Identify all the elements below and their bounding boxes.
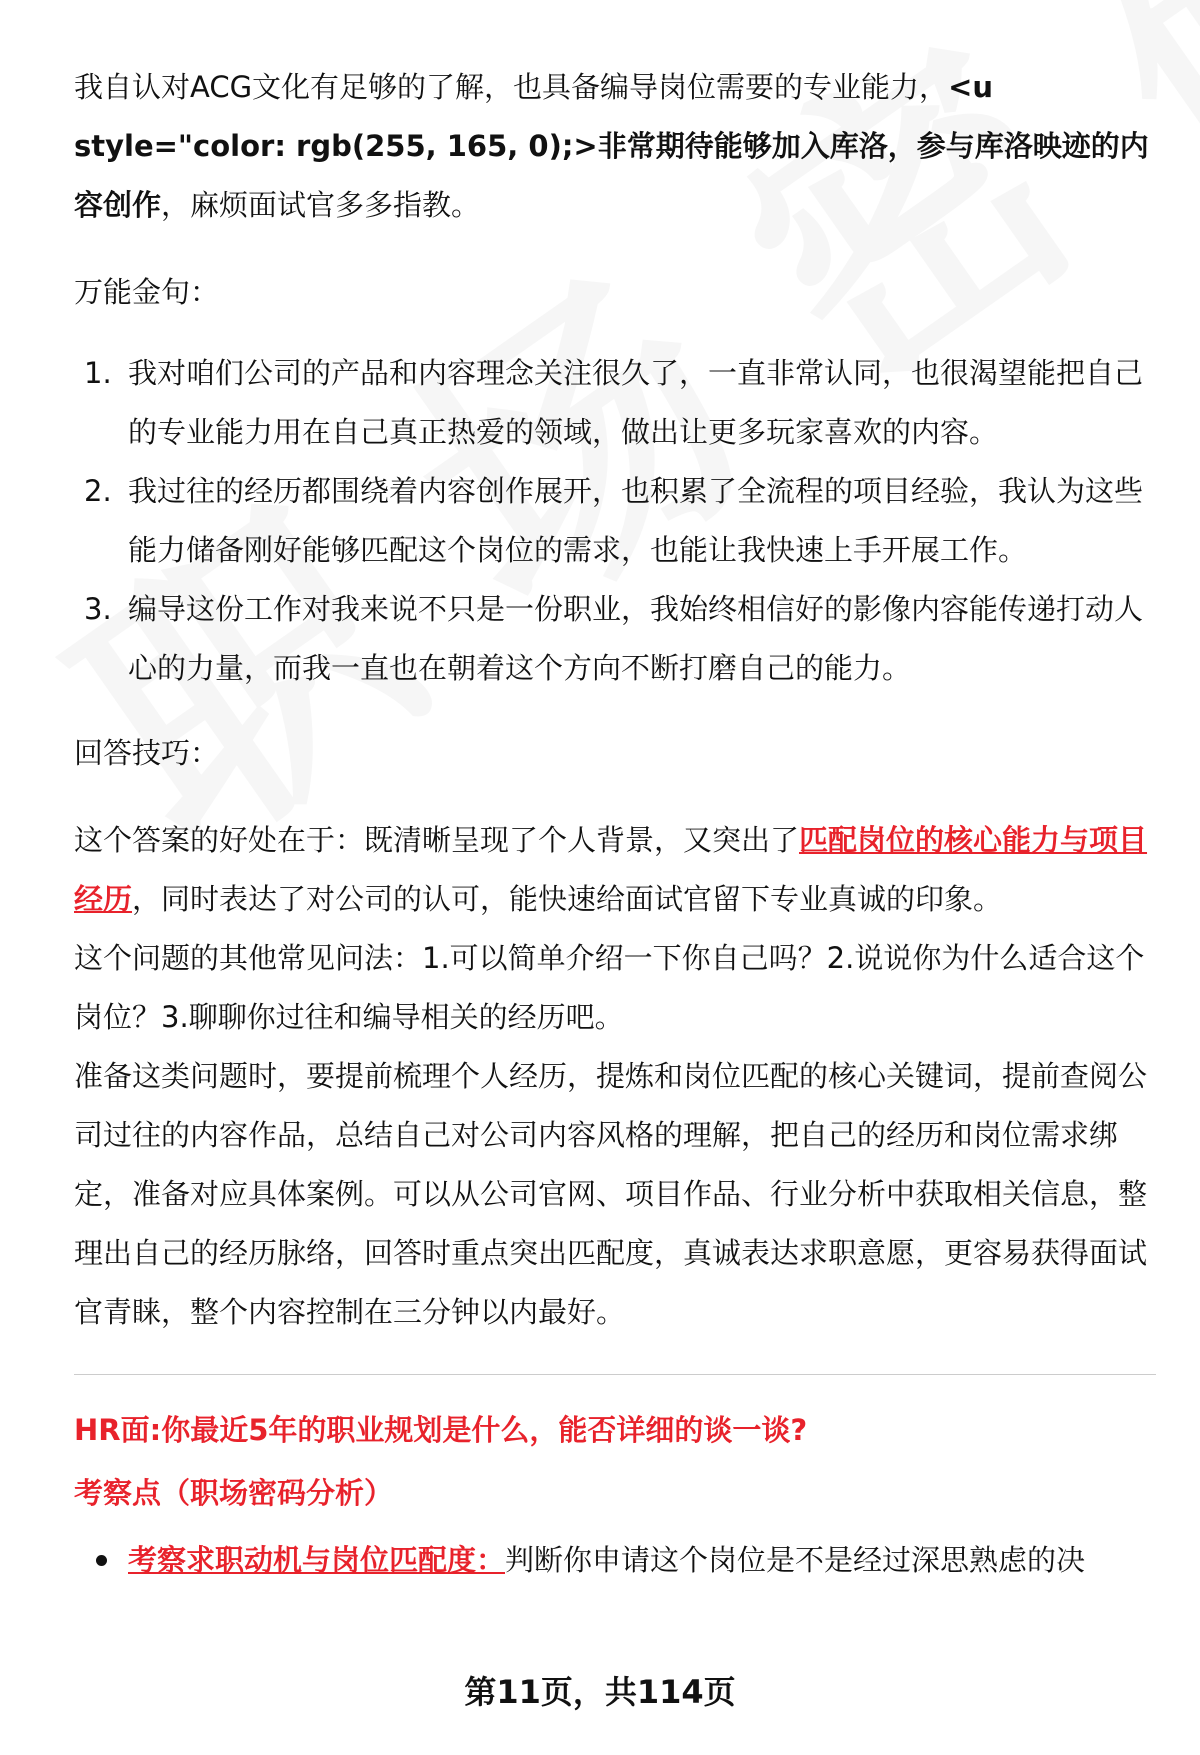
- list-item: [74, 580, 1154, 698]
- tips-title: 回答技巧：: [74, 736, 220, 770]
- bullet-text: 判断你申请这个岗位是不是经过深思熟虑的决: [505, 1543, 1086, 1577]
- bullet-item: [74, 1531, 1154, 1590]
- hr-question-heading: HR面:你最近5年的职业规划是什么，能否详细的谈一谈?: [74, 1413, 808, 1447]
- intro-bold: <u style="color: rgb(255, 165, 0);>非常期待能够加入库洛，参与库洛映迹的内容创作: [74, 70, 1149, 222]
- list-text: 我对咱们公司的产品和内容理念关注很久了，一直非常认同，也很渴望能把自己的专业能力用在自己真正热爱的领域，做出让更多玩家喜欢的内容。: [128, 356, 1144, 449]
- exam-points-heading: 考察点（职场密码分析）: [74, 1476, 394, 1510]
- intro-paragraph: [74, 58, 1154, 235]
- intro-lead: 我自认对ACG文化有足够的了解，也具备编导岗位需要的专业能力，: [74, 70, 949, 104]
- list-item: [74, 462, 1154, 580]
- section-divider: [74, 1374, 1156, 1375]
- list-text: 编导这份工作对我来说不只是一份职业，我始终相信好的影像内容能传递打动人心的力量，而我一直也在朝着这个方向不断打磨自己的能力。: [128, 592, 1144, 685]
- intro-tail: ，麻烦面试官多多指教。: [161, 188, 481, 222]
- tips-paragraph-1: [74, 811, 1154, 929]
- list-item: [74, 344, 1154, 462]
- list-number: 3.: [84, 592, 112, 626]
- golden-title: 万能金句：: [74, 275, 220, 309]
- document-page: [74, 58, 1154, 1590]
- bullet-label: 考察求职动机与岗位匹配度：: [128, 1543, 506, 1577]
- tips-lead: 这个答案的好处在于：既清晰呈现了个人背景，又突出了: [74, 823, 800, 857]
- tips-paragraph-2: 这个问题的其他常见问法：1.可以简单介绍一下你自己吗？2.说说你为什么适合这个岗位？3.聊聊你过往和编导相关的经历吧。: [74, 941, 1145, 1034]
- page-footer: 第11页，共114页: [464, 1673, 736, 1711]
- list-text: 我过往的经历都围绕着内容创作展开，也积累了全流程的项目经验，我认为这些能力储备刚好能够匹配这个岗位的需求，也能让我快速上手开展工作。: [128, 474, 1144, 567]
- bullet-dot-icon: [96, 1555, 107, 1566]
- list-number: 2.: [84, 474, 112, 508]
- golden-list: [74, 344, 1154, 698]
- tips-tail: ，同时表达了对公司的认可，能快速给面试官留下专业真诚的印象。: [132, 882, 1003, 916]
- tips-paragraph-3: 准备这类问题时，要提前梳理个人经历，提炼和岗位匹配的核心关键词，提前查阅公司过往的内容作品，总结自己对公司内容风格的理解，把自己的经历和岗位需求绑定，准备对应具体案例。可以从公司官网、项目作品、行业分析中获取相关信息，整理出自己的经历脉络，回答时重点突出匹配度，真诚表达求职意愿，更容易获得面试官青睐，整个内容控制在三分钟以内最好。: [74, 1059, 1148, 1329]
- exam-points-list: [74, 1531, 1154, 1590]
- list-number: 1.: [84, 356, 112, 390]
- tips-highlight: 匹配岗位的核心能力与项目经历: [74, 823, 1148, 916]
